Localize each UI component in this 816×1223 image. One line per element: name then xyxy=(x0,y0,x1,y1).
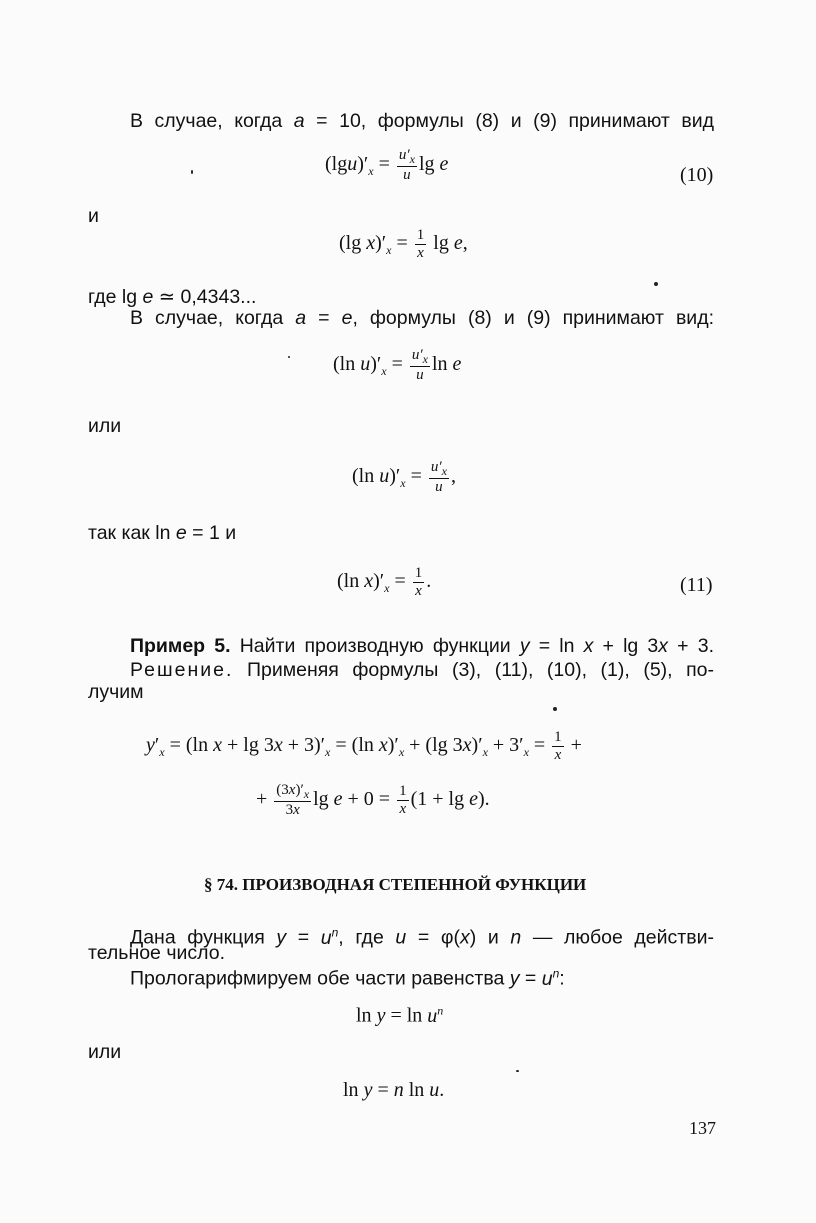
equation-ln-y-1: $\ln y = \ln u^n$ xyxy=(356,1003,444,1027)
section-heading: § 74. ПРОИЗВОДНАЯ СТЕПЕННОЙ ФУНКЦИИ xyxy=(204,875,587,894)
equation-lg-x: (lg $x)'_x$ = $\frac{1}{x}$ lg e, xyxy=(339,227,468,261)
where-lg-e-line: где lg e ≃ 0,4343... xyxy=(88,286,257,308)
scan-speck xyxy=(288,356,290,358)
equation-11-number: (11) xyxy=(680,574,713,596)
log-both-line: Прологарифмируем обе части равенства $y = u^n$: xyxy=(130,966,565,990)
intro-line-ae: В случае, когда a = e, формулы (8) и (9) принимают вид: xyxy=(130,307,714,329)
conjunction-and: и xyxy=(88,205,99,227)
equation-10: $(\lg u)'_x$ = $\frac{u'_x}{u}$ lg e xyxy=(325,147,449,183)
equation-ln-u: (ln $u)'_x$ = $\frac{u'_x}{u}$ , xyxy=(352,459,456,495)
scan-speck xyxy=(191,170,193,174)
conjunction-or-1: или xyxy=(88,415,122,437)
equation-ln-y-2: ln y = n ln u. xyxy=(343,1079,445,1101)
equation-11: (ln $x)'_x$ = $\frac{1}{x}$ . xyxy=(337,565,432,599)
given-cont-line: тельное число. xyxy=(88,942,225,964)
equation-ln-u-ln-e: (ln $u)'_x$ = $\frac{u'_x}{u}$ ln e xyxy=(333,347,462,383)
example-5-line: Пример 5. Найти производную функции y = ln x + lg 3x + 3. xyxy=(130,635,714,657)
page-number: 137 xyxy=(689,1118,716,1138)
given-function-line: Дана функция $y = u^n$, где u = φ(x) и n — любое действи- xyxy=(130,925,714,949)
example-label: Пример 5. xyxy=(130,635,231,657)
solution-cont-line: лучим xyxy=(88,681,144,703)
derivation-line-2: + $\frac{(3x)'_x}{3x}$ lg e + 0 = $\frac{1}{x}$ (1 + lg e). xyxy=(256,782,490,818)
scan-speck xyxy=(553,707,557,711)
conjunction-or-2: или xyxy=(88,1041,122,1063)
scan-speck xyxy=(654,282,658,286)
intro-line-a10: В случае, когда a = 10, формулы (8) и (9) принимают вид xyxy=(130,110,714,132)
solution-label: Решение. xyxy=(130,659,234,681)
equation-10-number: (10) xyxy=(680,164,714,186)
derivation-line-1: $y'_x = (\ln$ $x + \lg 3x + 3)'_x = (\ln$ $x)'_x + (\lg$ $3x)'_x + 3'_x$ = $\frac{1}{x}$ + xyxy=(146,729,582,763)
scan-speck xyxy=(516,1070,519,1072)
solution-line: Решение. Применяя формулы (3), (11), (10), (1), (5), по- xyxy=(130,659,714,681)
since-ln-e-line: так как ln e = 1 и xyxy=(88,522,237,544)
